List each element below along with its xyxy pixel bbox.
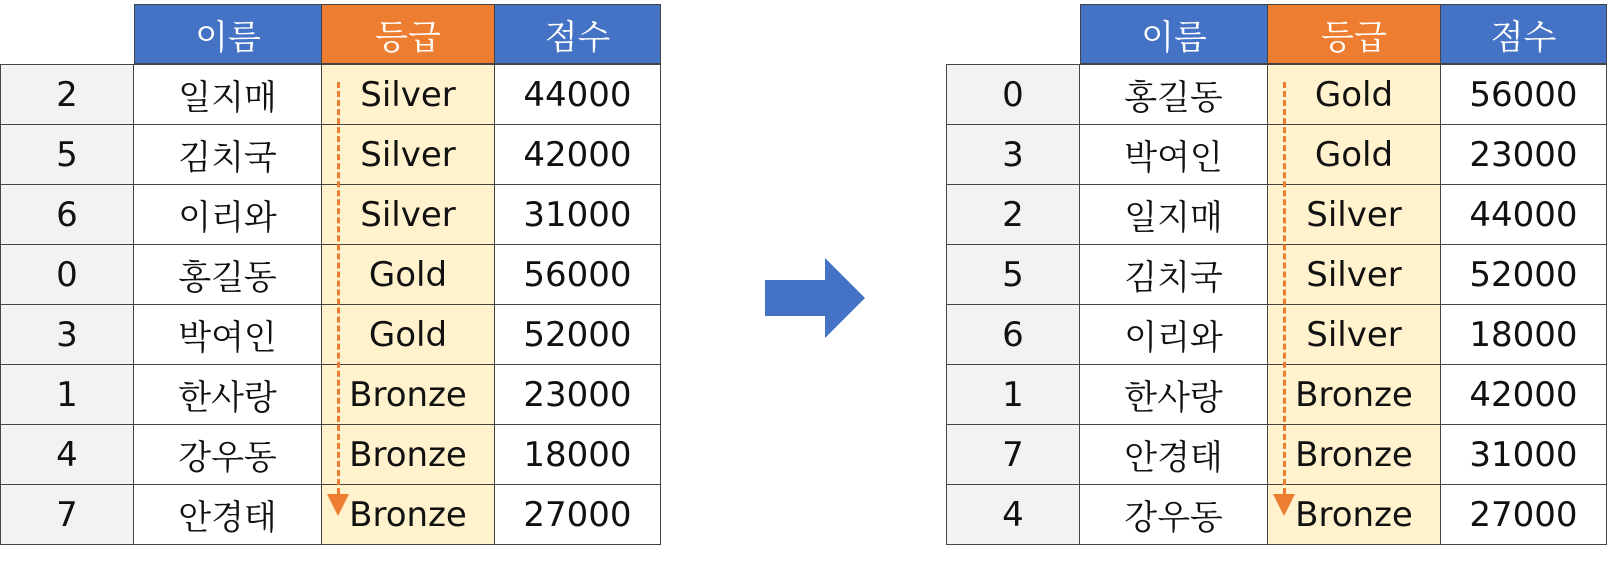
row-grade: Gold (1268, 125, 1441, 185)
table-row (946, 425, 1607, 485)
transform-arrow-shape (765, 258, 865, 338)
row-score: 31000 (1441, 425, 1607, 485)
row-score: 42000 (1441, 365, 1607, 425)
row-name: 이리와 (1080, 305, 1268, 365)
after-body (946, 64, 1607, 545)
row-grade: Silver (1268, 185, 1441, 245)
row-grade: Silver (1268, 245, 1441, 305)
row-index: 5 (946, 245, 1080, 305)
row-index: 4 (946, 485, 1080, 545)
row-grade: Bronze (322, 485, 495, 545)
row-score: 52000 (1441, 245, 1607, 305)
row-grade: Silver (322, 65, 495, 125)
row-grade: Bronze (322, 425, 495, 485)
table-row (0, 185, 661, 245)
transform-arrow-icon (765, 258, 865, 338)
table-row (0, 65, 661, 125)
row-name: 강우동 (134, 425, 322, 485)
table-row (946, 365, 1607, 425)
row-index: 1 (0, 365, 134, 425)
row-score: 31000 (495, 185, 661, 245)
row-name: 한사랑 (134, 365, 322, 425)
header-name: 이름 (1080, 4, 1268, 64)
table-row (946, 185, 1607, 245)
row-name: 일지매 (134, 65, 322, 125)
header-blank (946, 4, 1080, 64)
row-index: 7 (0, 485, 134, 545)
row-score: 44000 (495, 65, 661, 125)
row-grade: Bronze (1268, 425, 1441, 485)
row-index: 6 (946, 305, 1080, 365)
sort-direction-arrowhead-right (1273, 494, 1295, 516)
table-row (0, 365, 661, 425)
sort-direction-arrowhead-left (327, 494, 349, 516)
table-row (0, 125, 661, 185)
row-name: 홍길동 (134, 245, 322, 305)
header-score: 점수 (1441, 4, 1607, 64)
row-name: 강우동 (1080, 485, 1268, 545)
row-grade: Bronze (322, 365, 495, 425)
row-score: 56000 (495, 245, 661, 305)
row-grade: Bronze (1268, 485, 1441, 545)
header-blank (0, 4, 134, 64)
row-score: 18000 (1441, 305, 1607, 365)
row-grade: Gold (1268, 65, 1441, 125)
row-name: 홍길동 (1080, 65, 1268, 125)
header-grade: 등급 (322, 4, 495, 64)
row-grade: Gold (322, 245, 495, 305)
table-row (946, 305, 1607, 365)
before-header-row (0, 4, 661, 64)
row-index: 4 (0, 425, 134, 485)
row-index: 0 (946, 65, 1080, 125)
row-index: 6 (0, 185, 134, 245)
row-index: 3 (946, 125, 1080, 185)
row-grade: Silver (1268, 305, 1441, 365)
row-name: 김치국 (1080, 245, 1268, 305)
table-row (0, 245, 661, 305)
table-row (946, 125, 1607, 185)
row-score: 27000 (495, 485, 661, 545)
row-index: 1 (946, 365, 1080, 425)
row-name: 안경태 (134, 485, 322, 545)
row-score: 27000 (1441, 485, 1607, 545)
table-row (0, 305, 661, 365)
row-score: 52000 (495, 305, 661, 365)
row-score: 23000 (495, 365, 661, 425)
table-row (946, 65, 1607, 125)
before-table (0, 4, 661, 545)
row-score: 56000 (1441, 65, 1607, 125)
row-grade: Gold (322, 305, 495, 365)
row-index: 2 (0, 65, 134, 125)
sort-direction-line-right (1283, 82, 1286, 494)
row-score: 23000 (1441, 125, 1607, 185)
row-name: 김치국 (134, 125, 322, 185)
row-score: 44000 (1441, 185, 1607, 245)
row-name: 박여인 (1080, 125, 1268, 185)
row-name: 안경태 (1080, 425, 1268, 485)
header-name: 이름 (134, 4, 322, 64)
row-grade: Silver (322, 125, 495, 185)
table-row (946, 245, 1607, 305)
row-index: 2 (946, 185, 1080, 245)
row-index: 0 (0, 245, 134, 305)
row-grade: Silver (322, 185, 495, 245)
row-index: 7 (946, 425, 1080, 485)
row-score: 18000 (495, 425, 661, 485)
header-score: 점수 (495, 4, 661, 64)
after-table (946, 4, 1607, 545)
after-header-row (946, 4, 1607, 64)
before-body (0, 64, 661, 545)
row-name: 일지매 (1080, 185, 1268, 245)
row-name: 한사랑 (1080, 365, 1268, 425)
row-name: 이리와 (134, 185, 322, 245)
row-index: 3 (0, 305, 134, 365)
sort-direction-line-left (337, 82, 340, 494)
header-grade: 등급 (1268, 4, 1441, 64)
row-grade: Bronze (1268, 365, 1441, 425)
table-row (0, 425, 661, 485)
row-name: 박여인 (134, 305, 322, 365)
row-score: 42000 (495, 125, 661, 185)
row-index: 5 (0, 125, 134, 185)
